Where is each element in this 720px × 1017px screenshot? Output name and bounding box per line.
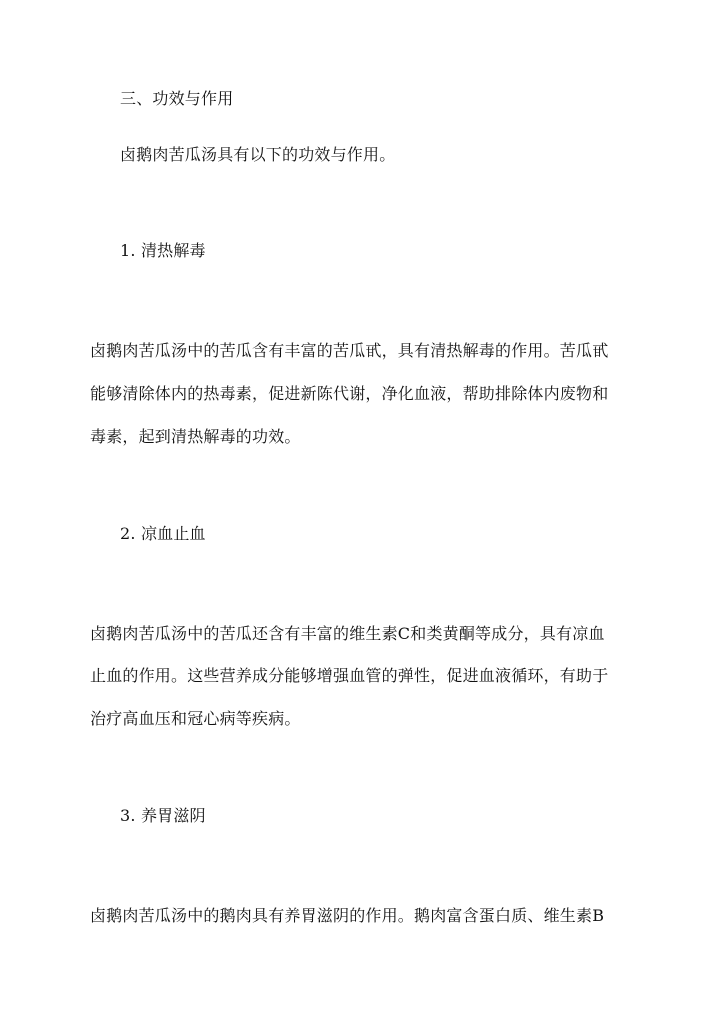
item-2-line-3: 治疗高血压和冠心病等疾病。 <box>90 709 301 728</box>
section-intro: 卤鹅肉苦瓜汤具有以下的功效与作用。 <box>120 145 396 164</box>
item-3-line-1: 卤鹅肉苦瓜汤中的鹅肉具有养胃滋阴的作用。鹅肉富含蛋白质、维生素B <box>90 906 605 925</box>
item-title-1: 1. 清热解毒 <box>120 241 206 260</box>
item-title-2: 2. 凉血止血 <box>120 524 206 543</box>
item-2-line-2: 止血的作用。这些营养成分能够增强血管的弹性，促进血液循环，有助于 <box>90 666 609 685</box>
item-title-3: 3. 养胃滋阴 <box>120 806 206 825</box>
item-2-line-1: 卤鹅肉苦瓜汤中的苦瓜还含有丰富的维生素C和类黄酮等成分，具有凉血 <box>90 624 605 643</box>
item-1-line-1: 卤鹅肉苦瓜汤中的苦瓜含有丰富的苦瓜甙，具有清热解毒的作用。苦瓜甙 <box>90 341 609 360</box>
item-1-line-2: 能够清除体内的热毒素，促进新陈代谢，净化血液，帮助排除体内废物和 <box>90 384 609 403</box>
section-heading: 三、功效与作用 <box>120 89 234 108</box>
item-1-line-3: 毒素，起到清热解毒的功效。 <box>90 427 301 446</box>
